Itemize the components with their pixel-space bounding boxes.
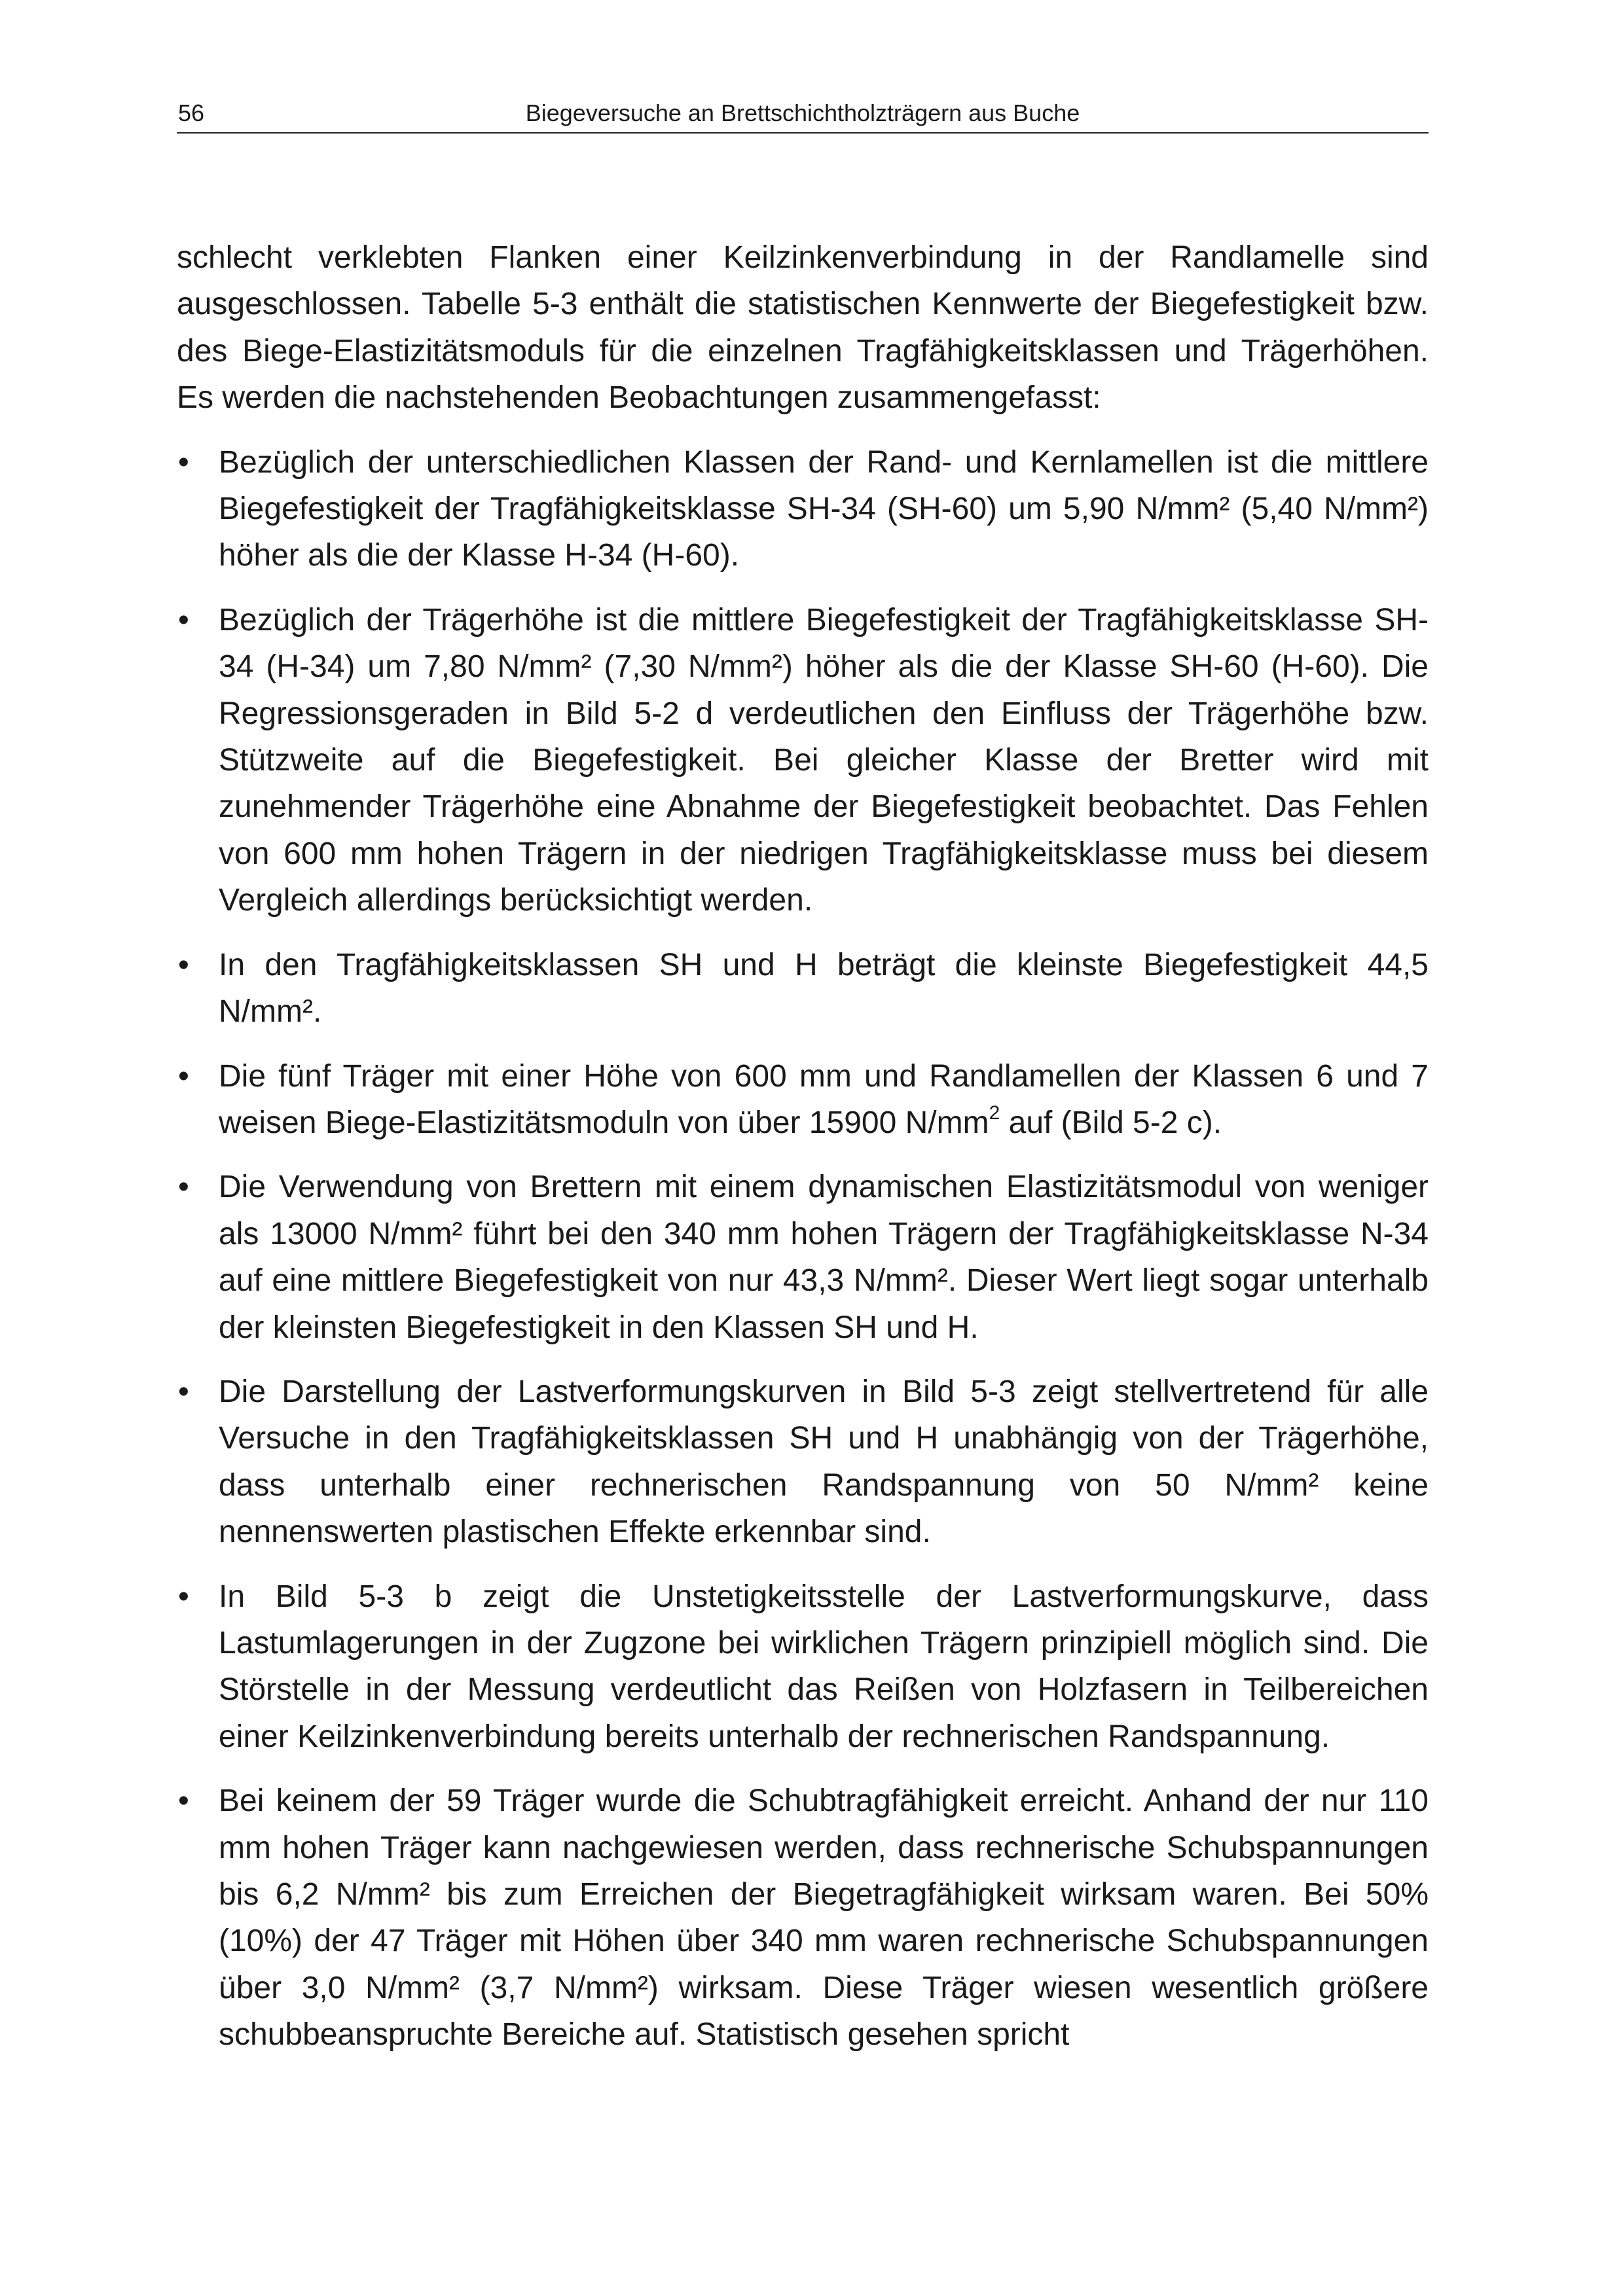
page-header (177, 92, 1429, 134)
superscript-exponent: 2 (989, 1102, 1000, 1124)
list-item-text: In den Tragfähigkeitsklassen SH und H beträgt die kleinste Biegefestigkeit 44,5 N/mm². (219, 947, 1429, 1030)
observations-list (177, 439, 1429, 2058)
bullet-icon: • (178, 1374, 189, 1409)
bullet-icon: • (178, 947, 189, 982)
list-item (177, 1053, 1429, 1147)
list-item (177, 942, 1429, 1035)
bullet-icon: • (178, 1170, 189, 1205)
list-item (177, 597, 1429, 924)
list-item-text-after: auf (Bild 5-2 c). (1000, 1105, 1222, 1140)
body-text (177, 234, 1429, 2058)
list-item-text: Bezüglich der Trägerhöhe ist die mittlere Biegefestigkeit der Tragfähigkeitsklasse SH-34 (H-34) um 7,80 N/mm² (7,30 N/mm²) höher als die der Klasse SH-60 (H-60). Die Regressionsgeraden in Bild 5-2 d verdeutlichen den Einfluss der Trägerhöhe bzw. Stützweite auf die Biegefestigkeit. Bei gleicher Klasse der Bretter wird mit zunehmender Trägerhöhe eine Abnahme der Biegefestigkeit beobachtet. Das Fehlen von 600 mm hohen Trägern in der niedrigen Tragfähigkeitsklasse muss bei diesem Vergleich allerdings berücksichtigt werden. (219, 602, 1429, 918)
list-item-text: Bei keinem der 59 Träger wurde die Schubtragfähigkeit erreicht. Anhand der nur 110 mm hohen Träger kann nachgewiesen werden, dass rechnerische Schubspannungen bis 6,2 N/mm² bis zum Erreichen der Biegetragfähigkeit wirksam waren. Bei 50% (10%) der 47 Träger mit Höhen über 340 mm waren rechnerische Schubspannungen über 3,0 N/mm² (3,7 N/mm²) wirksam. Diese Träger wiesen wesentlich größere schubbeanspruchte Bereiche auf. Statistisch gesehen spricht (219, 1784, 1429, 2053)
bullet-icon: • (178, 1579, 189, 1614)
bullet-icon: • (178, 602, 189, 637)
list-item-text-before: Die fünf Träger mit einer Höhe von 600 mm und Randlamellen der Klassen 6 und 7 weisen Biege-Elastizitätsmoduln von über 15900 N/mm (219, 1058, 1429, 1140)
list-item (177, 1164, 1429, 1351)
list-item-text: In Bild 5-3 b zeigt die Unstetigkeitsstelle der Lastverformungskurve, dass Lastumlagerungen in der Zugzone bei wirklichen Trägern prinzipiell möglich sind. Die Störstelle in der Messung verdeutlicht das Reißen von Holzfasern in Teilbereichen einer Keilzinkenverbindung bereits unterhalb der rechnerischen Randspannung. (219, 1579, 1429, 1754)
list-item (177, 1369, 1429, 1556)
list-item-text (219, 1059, 1429, 1140)
list-item-text: Die Darstellung der Lastverformungskurven in Bild 5-3 zeigt stellvertretend für alle Versuche in den Tragfähigkeitsklassen SH und H unabhängig von der Trägerhöhe, dass unterhalb einer rechnerischen Randspannung von 50 N/mm² keine nennenswerten plastischen Effekte erkennbar sind. (219, 1374, 1429, 1550)
page-number: 56 (178, 99, 205, 126)
list-item-text: Bezüglich der unterschiedlichen Klassen der Rand- und Kernlamellen ist die mittlere Biegefestigkeit der Tragfähigkeitsklasse SH-34 (SH-60) um 5,90 N/mm² (5,40 N/mm²) höher als die der Klasse H-34 (H-60). (219, 444, 1429, 573)
intro-paragraph: schlecht verklebten Flanken einer Keilzinkenverbindung in der Randlamelle sind ausgeschlossen. Tabelle 5-3 enthält die statistischen Kennwerte der Biegefestigkeit bzw. des Biege-Elastizitätsmoduls für die einzelnen Tragfähigkeitsklassen und Trägerhöhen. Es werden die nachstehenden Beobachtungen zusammengefasst: (177, 240, 1429, 416)
bullet-icon: • (178, 444, 189, 480)
list-item (177, 1573, 1429, 1761)
list-item (177, 439, 1429, 579)
list-item (177, 1778, 1429, 2058)
list-item-text: Die Verwendung von Brettern mit einem dynamischen Elastizitätsmodul von weniger als 13000 N/mm² führt bei den 340 mm hohen Trägern der Tragfähigkeitsklasse N-34 auf eine mittlere Biegefestigkeit von nur 43,3 N/mm². Dieser Wert liegt sogar unterhalb der kleinsten Biegefestigkeit in den Klassen SH und H. (219, 1170, 1429, 1345)
bullet-icon: • (178, 1784, 189, 1819)
bullet-icon: • (178, 1058, 189, 1094)
running-title: Biegeversuche an Brettschichtholzträgern aus Buche (525, 99, 1080, 126)
